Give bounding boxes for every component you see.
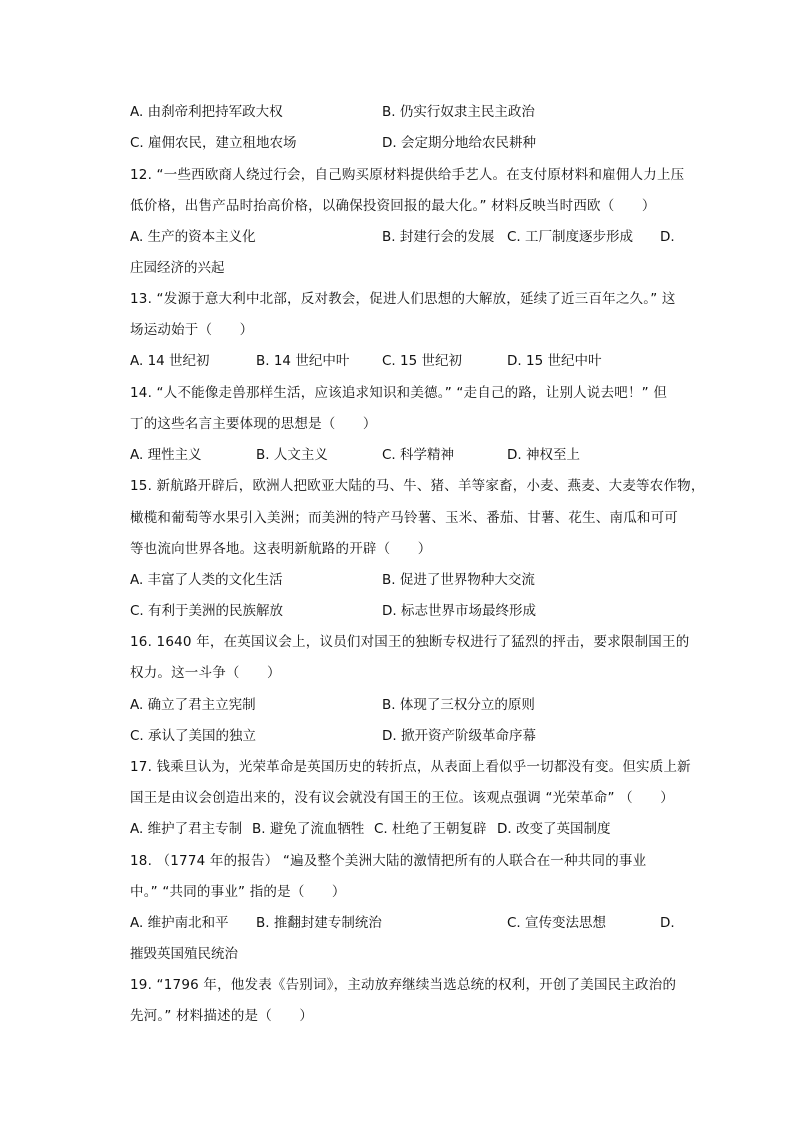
q17-option-a: A. 维护了君主专制 <box>130 821 243 837</box>
q19-stem-line-2: 先河。” 材料描述的是（ ） <box>130 1008 314 1024</box>
q11-option-a: A. 由刹帝利把持军政大权 <box>130 104 283 120</box>
q12-stem-line-1: 12. “一些西欧商人绕过行会，自己购买原材料提供给手艺人。在支付原材料和雇佣人力上压 <box>130 167 685 183</box>
q17-option-c: C. 杜绝了王朝复辟 <box>374 821 487 837</box>
q16-stem-line-1: 16. 1640 年，在英国议会上，议员们对国王的独断专权进行了猛烈的抨击，要求限制国王的 <box>130 634 690 650</box>
q18-option-b: B. 推翻封建专制统治 <box>256 915 382 931</box>
q11-option-b: B. 仍实行奴隶主民主政治 <box>382 104 535 120</box>
q13-stem-line-2: 场运动始于（ ） <box>130 322 254 338</box>
q14-option-b: B. 人文主义 <box>256 447 328 463</box>
q18-option-a: A. 维护南北和平 <box>130 915 229 931</box>
q18-stem-line-1: 18. （1774 年的报告） “遍及整个美洲大陆的激情把所有的人联合在一种共同的事业 <box>130 853 647 869</box>
q13-stem-line-1: 13. “发源于意大利中北部，反对教会，促进人们思想的大解放，延续了近三百年之久。” 这 <box>130 291 676 307</box>
q13-option-a: A. 14 世纪初 <box>130 353 210 369</box>
q16-option-c: C. 承认了美国的独立 <box>130 728 257 744</box>
q12-option-d-text: 庄园经济的兴起 <box>130 260 225 276</box>
q14-stem-line-1: 14. “人不能像走兽那样生活，应该追求知识和美德。” “走自己的路，让别人说去吧！” 但 <box>130 385 668 401</box>
q18-stem-line-2: 中。” “共同的事业” 指的是（ ） <box>130 884 346 900</box>
q15-stem-line-1: 15. 新航路开辟后，欧洲人把欧亚大陆的马、牛、猪、羊等家畜，小麦、燕麦、大麦等农作物， <box>130 478 705 494</box>
q18-option-c: C. 宣传变法思想 <box>507 915 607 931</box>
q16-option-d: D. 掀开资产阶级革命序幕 <box>382 728 536 744</box>
q15-stem-line-2: 橄榄和葡萄等水果引入美洲；而美洲的特产马铃薯、玉米、番茄、甘薯、花生、南瓜和可可 <box>130 510 678 526</box>
q14-option-c: C. 科学精神 <box>382 447 455 463</box>
q17-option-d: D. 改变了英国制度 <box>497 821 611 837</box>
q17-option-b: B. 避免了流血牺牲 <box>252 821 365 837</box>
q16-option-b: B. 体现了三权分立的原则 <box>382 697 535 713</box>
q18-option-d: D. <box>660 915 675 931</box>
q16-stem-line-2: 权力。这一斗争（ ） <box>130 665 281 681</box>
q17-stem-line-2: 国王是由议会创造出来的，没有议会就没有国王的王位。该观点强调 “光荣革命” （ ） <box>130 790 674 806</box>
q16-option-a: A. 确立了君主立宪制 <box>130 697 256 713</box>
q14-option-a: A. 理性主义 <box>130 447 202 463</box>
q13-option-c: C. 15 世纪初 <box>382 353 462 369</box>
q12-option-d: D. <box>660 229 675 245</box>
q13-option-d: D. 15 世纪中叶 <box>507 353 602 369</box>
q19-stem-line-1: 19. “1796 年，他发表《告别词》，主动放弃继续当选总统的权利，开创了美国民主政治的 <box>130 977 677 993</box>
q15-option-b: B. 促进了世界物种大交流 <box>382 572 535 588</box>
q15-option-c: C. 有利于美洲的民族解放 <box>130 603 284 619</box>
q15-option-d: D. 标志世界市场最终形成 <box>382 603 536 619</box>
q15-option-a: A. 丰富了人类的文化生活 <box>130 572 283 588</box>
q15-stem-line-3: 等也流向世界各地。这表明新航路的开辟（ ） <box>130 541 432 557</box>
q11-option-c: C. 雇佣农民，建立租地农场 <box>130 135 297 151</box>
q17-stem-line-1: 17. 钱乘旦认为，光荣革命是英国历史的转折点，从表面上看似乎一切都没有变。但实质上新 <box>130 759 691 775</box>
q11-option-d: D. 会定期分地给农民耕种 <box>382 135 536 151</box>
q12-option-b: B. 封建行会的发展 <box>382 229 495 245</box>
q12-option-a: A. 生产的资本主义化 <box>130 229 256 245</box>
q14-stem-line-2: 丁的这些名言主要体现的思想是（ ） <box>130 416 377 432</box>
q12-stem-line-2: 低价格，出售产品时抬高价格，以确保投资回报的最大化。” 材料反映当时西欧（ ） <box>130 198 656 214</box>
q18-option-d-text: 摧毁英国殖民统治 <box>130 946 238 962</box>
q12-option-c: C. 工厂制度逐步形成 <box>507 229 634 245</box>
q13-option-b: B. 14 世纪中叶 <box>256 353 350 369</box>
q14-option-d: D. 神权至上 <box>507 447 580 463</box>
